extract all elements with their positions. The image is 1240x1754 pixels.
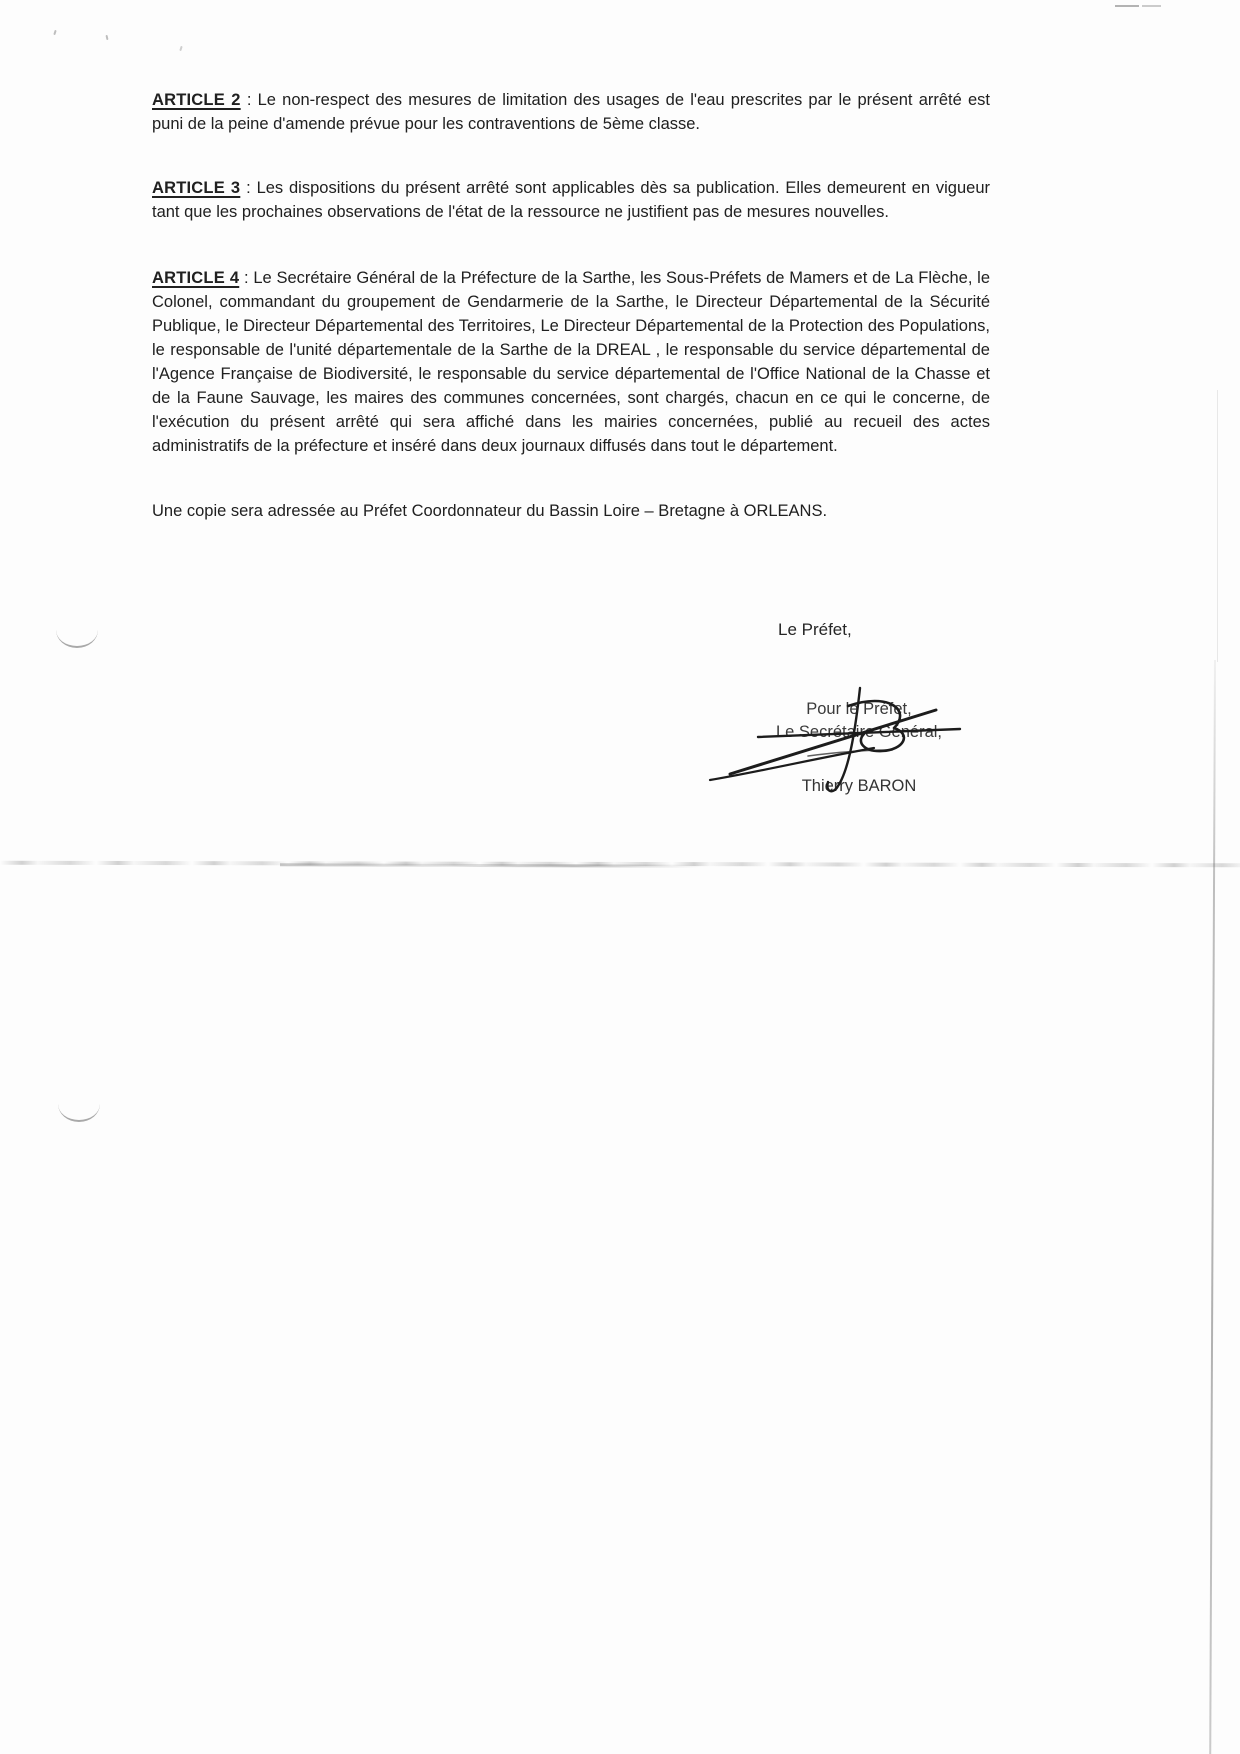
signoff-line-secretaire-general: Le Secrétaire Général, (775, 723, 942, 741)
article-3-label: ARTICLE 3 (152, 179, 241, 197)
scan-dash-mark (1115, 5, 1139, 7)
scan-horizontal-crease-dark (280, 863, 700, 867)
scan-crescent-mark (56, 630, 98, 648)
signoff-line-pour-le-prefet: Pour le Préfet, (806, 700, 912, 718)
article-4-separator: : (239, 269, 254, 287)
article-3-separator: : (240, 179, 257, 197)
article-2-label: ARTICLE 2 (152, 91, 241, 109)
scan-speck (106, 35, 109, 40)
article-2-paragraph (152, 88, 990, 136)
article-3-paragraph (152, 176, 990, 224)
signatory-name: Thierry BARON (801, 777, 917, 795)
article-2-text: Le non-respect des mesures de limitation des usages de l'eau prescrites par le présent arrêté est puni de la peine d'amende prévue pour les contraventions de 5ème classe. (152, 91, 990, 133)
scan-speck (179, 46, 182, 51)
article-4-label: ARTICLE 4 (152, 269, 240, 287)
article-4-paragraph (152, 266, 990, 458)
article-2-separator: : (240, 91, 258, 109)
scan-speck (53, 30, 56, 35)
scan-crescent-mark (58, 1104, 100, 1122)
article-4-text: Le Secrétaire Général de la Préfecture de la Sarthe, les Sous-Préfets de Mamers et de La Flèche, le Colonel, commandant du groupement de Gendarmerie de la Sarthe, le Directeur Départemental de la Sécurité Publique, le Directeur Départemental des Territoires, Le Directeur Départemental de la Protection des Populations, le responsable de l'unité départementale de la Sarthe de la DREAL , le responsable du service départemental de l'Agence Française de Biodiversité, le responsable du service départemental de l'Office National de la Chasse et de la Faune Sauvage, les maires des communes concernées, sont chargés, chacun en ce qui le concerne, de l'exécution du présent arrêté qui sera affiché dans les mairies concernées, publié au recueil des actes administratifs de la préfecture et inséré dans deux journaux diffusés dans tout le département. (152, 269, 990, 455)
article-3-text: Les dispositions du présent arrêté sont applicables dès sa publication. Elles demeurent en vigueur tant que les prochaines observations de l'état de la ressource ne justifient pas de mesures nouvelles. (152, 179, 990, 221)
prefet-title: Le Préfet, (778, 620, 852, 639)
signature-block (728, 698, 990, 798)
scan-dash-mark (1142, 5, 1161, 7)
scan-vertical-fold (1209, 660, 1216, 1754)
copy-note: Une copie sera adressée au Préfet Coordonnateur du Bassin Loire – Bretagne à ORLEANS. (152, 502, 828, 520)
scan-vertical-fold-faint (1217, 390, 1218, 662)
